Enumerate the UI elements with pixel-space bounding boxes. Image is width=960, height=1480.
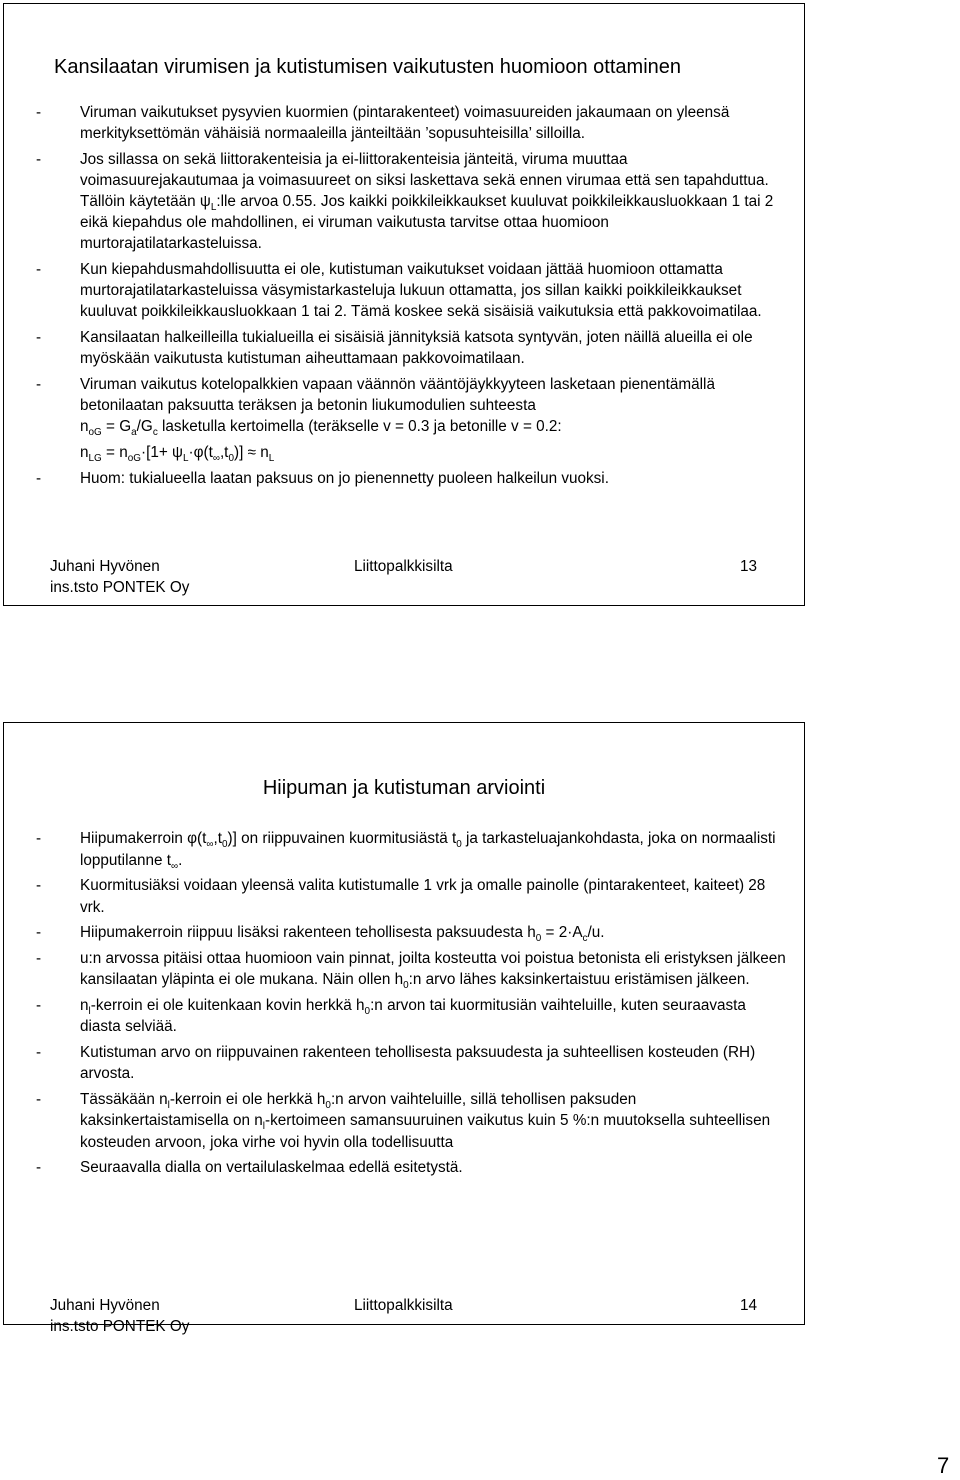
bullet-text: .: [178, 851, 183, 869]
bullet-text: :n arvon tai kuormitusiän vaihteluille, kuten seuraavasta diasta selviää.: [80, 996, 746, 1035]
list-item: [36, 259, 788, 322]
bullet-dash: -: [36, 470, 42, 487]
subscript: 0: [456, 839, 462, 851]
footer-author: [50, 556, 189, 598]
bullet-text: Viruman vaikutukset pysyvien kuormien (pintarakenteet) voimasuureiden jakaumaan on yleensä merkityksettömän vähäisiä normaaleilla jänteiltään ’sopusuhteisilla’ silloilla.: [80, 104, 730, 142]
bullet-dash: -: [36, 1090, 42, 1108]
bullet-text: Viruman vaikutus kotelopalkkien vapaan väännön vääntöjäykkyyteen lasketaan pienentämällä betonilaatan paksuutta teräksen ja betonin liukumodulien suhteesta: [80, 376, 715, 414]
formula-part: n: [80, 418, 89, 435]
subscript: 0: [221, 839, 228, 851]
list-item: [36, 948, 788, 991]
list-item: [36, 374, 788, 463]
formula-part: ,t: [219, 444, 229, 461]
bullet-text: Hiipumakerroin φ(t: [80, 830, 207, 847]
subscript: oG: [88, 427, 102, 439]
bullet-text: Hiipumakerroin riippuu lisäksi rakenteen tehollisesta paksuudesta h: [80, 924, 536, 941]
subscript: L: [210, 202, 217, 214]
bullet-text: u:n arvossa pitäisi ottaa huomioon vain pinnat, joilta kosteutta voi poistua betonista eli eristyksen jälkeen kansilaatan yläpinta ei ole mukana. Näin ollen h: [80, 949, 786, 988]
bullet-text: Tässäkään n: [80, 1090, 168, 1108]
bullet-dash: -: [36, 104, 42, 121]
slide-14: [3, 722, 805, 1335]
list-item: [36, 149, 788, 254]
formula-part: )] ≈ n: [233, 444, 269, 461]
bullet-text: Huom: tukialueella laatan paksuus on jo pienennetty puoleen halkeilun vuoksi.: [80, 470, 609, 487]
subscript: L: [182, 453, 189, 465]
subscript: l: [262, 1121, 266, 1133]
bullet-text: Jos kaikki poikkileikkaukset kuuluvat poikkileikkausluokkaan 1 tai 2 eikä kiepahdus ole mahdollinen, ei viruman vaikutusta tarvitse ottaa huomioon murtorajatilatarkasteluissa.: [80, 193, 774, 252]
bullet-text: Kuormitusiäksi voidaan yleensä valita kutistumalle 1 vrk ja omalle painolle (pintarakenteet, kaiteet) 28 vrk.: [80, 877, 766, 916]
formula-modular-ratio: [80, 442, 788, 463]
subscript: a: [131, 427, 137, 439]
subscript: 0: [535, 933, 542, 945]
bullet-list: [36, 102, 788, 494]
slide-title: Hiipuman ja kutistuman arviointi: [262, 777, 546, 799]
bullet-text: Kansilaatan halkeilleilla tukialueilla ei sisäisiä jännityksiä katsota syntyvän, joten näillä alueilla ei ole myöskään vaikutusta kutistuman aiheuttamaan pakkovoimatilaan.: [80, 329, 753, 367]
formula-part: n: [80, 444, 89, 461]
bullet-dash: -: [36, 151, 42, 168]
company-name: ins.tsto PONTEK Oy: [50, 1318, 190, 1335]
bullet-dash: -: [36, 877, 42, 894]
formula-part: /G: [136, 418, 153, 435]
subscript: c: [582, 933, 588, 945]
bullet-list: [36, 828, 788, 1183]
subscript: 0: [325, 1099, 331, 1111]
subscript: c: [152, 427, 158, 439]
author-name: Juhani Hyvönen: [50, 558, 160, 575]
bullet-text: Seuraavalla dialla on vertailulaskelmaa edellä esitetystä.: [80, 1159, 463, 1176]
subscript: LG: [88, 453, 102, 465]
formula-part: ·φ(t: [188, 444, 213, 461]
bullet-text: /u.: [587, 924, 605, 941]
bullet-text: ja tarkasteluajankohdasta, joka on normaalisti lopputilanne t: [80, 830, 776, 869]
subscript: 0: [403, 980, 409, 992]
list-item: [36, 828, 788, 871]
list-item: [36, 468, 788, 489]
footer-topic: Liittopalkkisilta: [354, 1297, 453, 1314]
bullet-dash: -: [36, 996, 42, 1014]
list-item: [36, 1157, 788, 1179]
bullet-text: :lle arvoa 0.55.: [216, 193, 317, 210]
formula-part: = G: [101, 418, 132, 435]
list-item: [36, 875, 788, 918]
formula-part: ·[1+ ψ: [141, 444, 183, 461]
bullet-text: -kerroin ei ole herkkä h: [169, 1090, 326, 1108]
bullet-text: Kun kiepahdusmahdollisuutta ei ole, kutistuman vaikutukset voidaan jättää huomioon ottamatta murtorajatilatarkasteluissa väsymistarkasteluja lukuun ottamatta, jos sillan kaikki poikkileikkaukset kuuluvat poikkileikkausluokkaan 1 tai 2. Tämä koskee sekä sisäisiä vaikutuksia että pakkovoimatilaa.: [80, 261, 762, 320]
subscript: oG: [127, 453, 141, 465]
subscript: 0: [364, 1005, 371, 1017]
list-item: [36, 1042, 788, 1085]
list-item: [36, 995, 788, 1038]
slide-number: 14: [740, 1297, 758, 1314]
formula-part: lasketulla kertoimella (teräkselle v = 0.3 ja betonille v = 0.2:: [157, 418, 562, 435]
subscript: ∞: [206, 839, 214, 851]
bullet-dash: -: [36, 830, 42, 847]
author-name: Juhani Hyvönen: [50, 1297, 160, 1314]
bullet-dash: -: [36, 924, 42, 941]
bullet-text: = 2·A: [541, 924, 583, 941]
bullet-text: ,t: [213, 830, 222, 847]
list-item: [36, 327, 788, 369]
bullet-dash: -: [36, 949, 42, 967]
formula-ratio: [80, 418, 562, 439]
bullet-text: :n arvo lähes kaksinkertaistuu eristämisen jälkeen.: [408, 971, 750, 988]
bullet-text: :n arvon vaihteluille, sillä tehollisen paksuden kaksinkertaistamisella on n: [80, 1090, 637, 1129]
bullet-dash: -: [36, 376, 42, 393]
bullet-dash: -: [36, 1159, 42, 1176]
bullet-dash: -: [36, 1043, 42, 1061]
slide-title: Kansilaatan virumisen ja kutistumisen vaikutusten huomioon ottaminen: [54, 56, 682, 78]
bullet-text: -kertoimeen samansuuruinen vaikutus kuin 5 %:n muutoksella suhteellisen kosteuden arvoon, joka virhe voi hyvin olla todellisuutta: [80, 1112, 771, 1151]
list-item: [36, 102, 788, 144]
bullet-text: -kerroin ei ole kuitenkaan kovin herkkä h: [90, 996, 365, 1014]
slide-number: 13: [740, 558, 758, 575]
formula-part: = n: [101, 444, 128, 461]
footer-topic: Liittopalkkisilta: [354, 558, 453, 575]
bullet-text: n: [80, 996, 89, 1014]
subscript: 0: [228, 453, 234, 465]
bullet-text: Jos sillassa on sekä liittorakenteisia ja ei-liittorakenteisia jänteitä, viruma muuttaa voimasuurejakautumaa ja voimasuureet on siksi laskettava sekä ennen virumaa että sen tapahduttua. Tällöin käytetään ψ: [80, 151, 769, 210]
bullet-text: Kutistuman arvo on riippuvainen rakenteen tehollisesta paksuudesta ja suhteellisen kosteuden (RH) arvosta.: [80, 1043, 756, 1082]
subscript: L: [268, 453, 275, 465]
list-item: [36, 922, 788, 944]
bullet-text: )] on riippuvainen kuormitusiästä t: [227, 830, 457, 847]
subscript: l: [167, 1099, 170, 1111]
bullet-dash: -: [36, 329, 42, 346]
subscript: l: [88, 1005, 91, 1017]
subscript: ∞: [171, 860, 179, 872]
company-name: ins.tsto PONTEK Oy: [50, 579, 190, 596]
slide-13: [3, 3, 805, 606]
page-number: 7: [937, 1453, 950, 1478]
bullet-dash: -: [36, 261, 42, 278]
list-item: [36, 1089, 788, 1154]
footer-author: [50, 1295, 189, 1337]
subscript: ∞: [212, 453, 220, 465]
